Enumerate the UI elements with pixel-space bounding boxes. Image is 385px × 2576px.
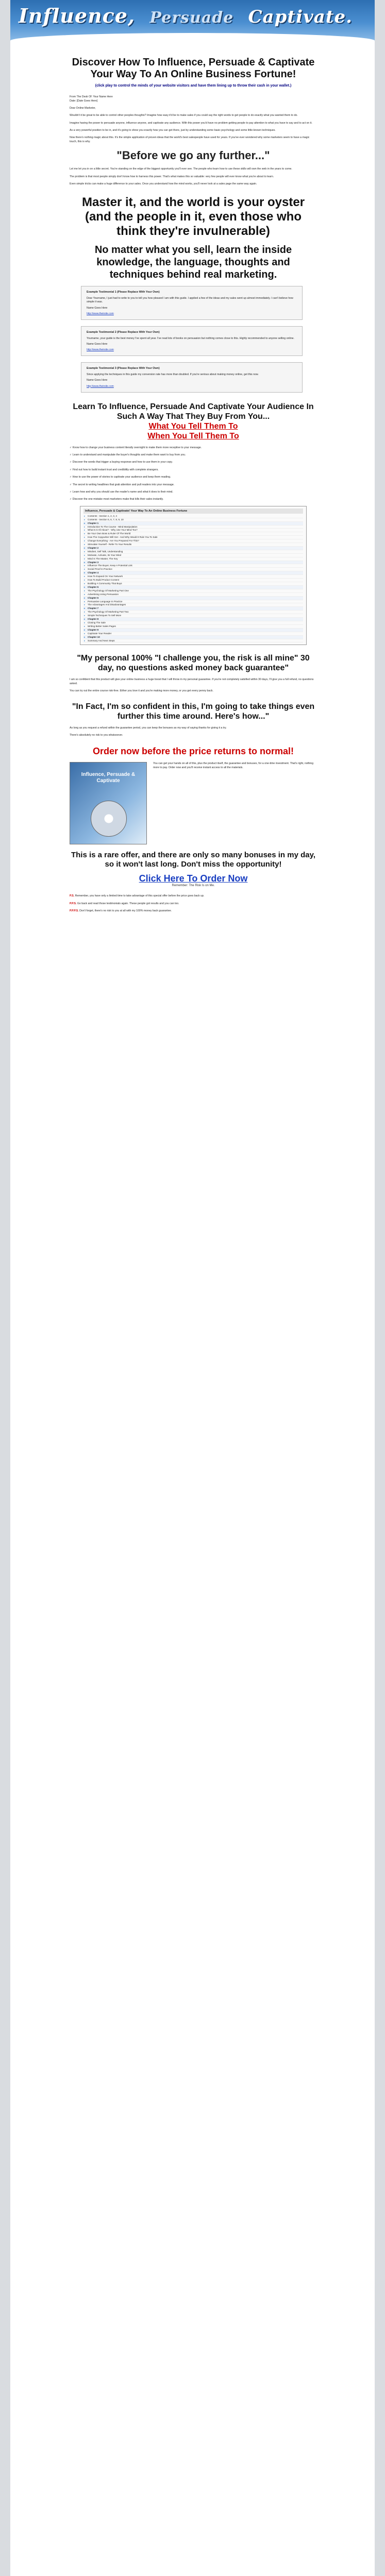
- testimonial-box: [81, 326, 303, 356]
- chapter-row: ▸ Chapter 9: [83, 629, 303, 632]
- section-heading-red-2: When You Tell Them To: [147, 431, 239, 440]
- brand-word-3: Captivate.: [248, 7, 353, 27]
- chapter-row: ▸ Social Proof In Practice: [83, 568, 303, 571]
- letter-date: Date: [Date Goes Here]: [70, 99, 98, 103]
- site-header: [10, 0, 375, 41]
- body-paragraph: Even simple tricks can make a huge difference to your sales. Once you understand how the mind works, you'll never look at a sales page the same way again.: [70, 182, 257, 186]
- chapter-row: ▸ Motivate, Activate, Its Your Mind: [83, 554, 303, 557]
- section-heading-text: Learn To Influence, Persuade And Captivate Your Audience In Such A Way That They Buy From You...: [73, 402, 314, 421]
- chapter-row: ▸ The Psychology Of Marketing Part Two: [83, 611, 303, 614]
- ps-label: P.P.P.S.: [70, 909, 79, 913]
- chapter-row: ▸ Chapter 8: [83, 618, 303, 621]
- testimonial-name: Name Goes Here: [87, 342, 108, 346]
- bullet-text: The secret to writing headlines that grab attention and pull readers into your message.: [72, 483, 175, 486]
- header-swoosh: [10, 33, 375, 41]
- bullet-item: ✓ How to use the power of stories to captivate your audience and keep them reading.: [70, 476, 171, 479]
- testimonial-name: Name Goes Here: [87, 379, 108, 382]
- ps-label: P.P.S.: [70, 902, 77, 905]
- testimonial-body: Since applying the techniques in this guide my conversion rate has more than doubled. If you're serious about making money online, get this now.: [87, 372, 259, 376]
- chapter-row: ▸ Simple Techniques To Sell More: [83, 614, 303, 618]
- bullet-text: Discover the one mistake most marketers make that kills their sales instantly.: [72, 498, 164, 501]
- chapter-row: ▸ Writing Better Sales Pages: [83, 625, 303, 629]
- chapter-row: ▸ Chapter 6: [83, 597, 303, 600]
- testimonial-link[interactable]: http://www.theirsite.com: [87, 384, 114, 388]
- testimonial-title: Example Testimonial 2 (Please Replace With Your Own): [87, 331, 160, 334]
- sales-letter: [70, 57, 317, 917]
- chapter-row: ▸ Chapter 1: [83, 522, 303, 526]
- mid-heading-2: No matter what you sell, learn the inside knowledge, the language, thoughts and techniques behind real marketing.: [94, 244, 292, 281]
- bullet-item: ✓ Know how to change your business content literally overnight to make them more receptive to your message.: [70, 446, 202, 449]
- testimonial-name: Name Goes Here: [87, 306, 108, 310]
- bullet-item: ✓ Learn how and why you should use the reader's name and what it does to their mind.: [70, 490, 173, 494]
- testimonial-link[interactable]: http://www.theirsite.com: [87, 348, 114, 352]
- rare-offer-text: This is a rare offer, and there are only so many bonuses in my day, so it won't last long. Don't miss the opportunity!: [71, 851, 316, 869]
- letter-head: [70, 95, 317, 110]
- product-cover-image: [70, 762, 147, 844]
- ps-text: Go back and read those testimonials again. These people got results and you can too.: [77, 902, 179, 905]
- chapter-row: ▸ Chapter 5: [83, 586, 303, 589]
- risk-text: Remember: The Risk Is on Me.: [172, 884, 215, 888]
- cd-icon: [91, 801, 127, 837]
- testimonial-box: [81, 286, 303, 320]
- bullet-text: How to use the power of stories to captivate your audience and keep them reading.: [72, 476, 171, 479]
- guarantee-heading-2: "In Fact, I'm so confident in this, I'm going to take things even further this time around. Here's how...": [72, 702, 315, 721]
- brand-word-2: Persuade: [149, 9, 234, 27]
- chapter-row: ▸ Advertising Using Persuasion: [83, 593, 303, 597]
- body-paragraph: Let me let you in on a little secret. You're standing on the edge of the biggest opportunity you'll ever see. The people who learn how to use these skills will own the web in the years to come.: [70, 167, 292, 171]
- ps-text: Don't forget, there's no risk to you at all with my 100% money back guarantee.: [79, 909, 172, 913]
- ps-label: P.S.: [70, 894, 75, 898]
- chapter-row: ▸ Be Your Own Boss & Ruler Of The World: [83, 532, 303, 536]
- chapter-row: ▸ How To Build Product Content: [83, 579, 303, 582]
- brand-word-1: Influence,: [19, 4, 136, 27]
- bullet-item: ✓ The secret to writing headlines that grab attention and pull readers into your message.: [70, 483, 175, 486]
- brand-logo: [19, 4, 360, 27]
- testimonial-title: Example Testimonial 3 (Please Replace With Your Own): [87, 367, 160, 370]
- bullet-text: Know how to change your business content literally overnight to make them more receptive to your message.: [72, 446, 202, 449]
- bullet-item: ✓ Find out how to build instant trust and credibility with complete strangers.: [70, 468, 159, 471]
- testimonial-body: Yourname, your guide is the best money I've spent all year. I've read lots of books on persuasion but nothing comes close to this. Highly recommended to anyone selling online.: [87, 336, 294, 340]
- bullet-item: ✓ Discover the one mistake most marketers make that kills their sales instantly.: [70, 498, 164, 501]
- intro-paragraph: Wouldn't it be great to be able to control other peoples thoughts? Imagine how easy it'd be to make sales if you could say the right words to get people to do exactly what you wanted them to do.: [70, 114, 298, 117]
- chapter-row: ▸ Persuasive Language In Practice: [83, 600, 303, 604]
- chapter-rows: [83, 515, 303, 643]
- ps-text: Remember, you have only a limited time to take advantage of this special offer before the price goes back up.: [75, 894, 205, 898]
- intro-paragraph: Now there's nothing magic about this. It's the simple application of proven ideas that the world's best salespeople have used for years. If you've ever wondered why some marketers seem to have a magic touch, this is why.: [70, 136, 310, 143]
- letter-from: From The Desk Of: Your Name Here: [70, 95, 113, 98]
- bullet-text: Learn how and why you should use the reader's name and what it does to their mind.: [72, 490, 173, 494]
- bullet-text: Discover the words that trigger a buying response and how to use them in your copy.: [72, 461, 173, 464]
- chapter-row: ▸ The Psychology Of Marketing Part One: [83, 589, 303, 593]
- guarantee-paragraph: You can try out the entire course risk-free. Either you love it and you're making more money, or you get every penny back.: [70, 689, 213, 693]
- guarantee-paragraph: There's absolutely no risk to you whatsoever.: [70, 734, 123, 737]
- ps-paragraph: [70, 902, 317, 906]
- chapter-row: ▸ Chapter 3: [83, 561, 303, 565]
- chapter-row: ▸ How To Expand On Your Network: [83, 575, 303, 579]
- bullet-item: ✓ Discover the words that trigger a buying response and how to use them in your copy.: [70, 461, 173, 464]
- page-container: [10, 0, 375, 2576]
- ps-paragraph: [70, 894, 317, 898]
- banner-heading: "Before we go any further...": [116, 149, 270, 162]
- chapter-list: [80, 506, 307, 646]
- testimonial-title: Example Testimonial 1 (Please Replace With Your Own): [87, 291, 160, 294]
- product-section: [70, 762, 317, 844]
- testimonial-link[interactable]: http://www.theirsite.com: [87, 312, 114, 316]
- chapter-row: ▸ Change Everything - Are You Prepared For This?: [83, 539, 303, 543]
- bullet-text: Find out how to build instant trust and credibility with complete strangers.: [72, 468, 159, 471]
- chapter-row: ▸ How The Copywriter Will Get - And Why Would It Rule You To Sale: [83, 536, 303, 539]
- testimonial-box: [81, 362, 303, 392]
- chapter-row: ▸ Mindset, Self Talk, Understanding: [83, 550, 303, 554]
- section-heading: [70, 402, 317, 441]
- chapter-row: ▸ Building A Community That Buys: [83, 582, 303, 586]
- chapter-row: ▸ Introduction To The Course - Mind Manipulation: [83, 526, 303, 529]
- chapter-row: ▸ Summary And Next Steps: [83, 639, 303, 643]
- letter-greeting: Dear Online Marketer,: [70, 106, 96, 110]
- chapter-row: ▸ Stimulate Yourself - Refer To Your Results: [83, 543, 303, 547]
- chapter-row: ▸ Influence The Buyer, Keep A Potential Link: [83, 564, 303, 568]
- chapter-row: ▸ Chapter 7: [83, 607, 303, 611]
- bullet-text: Learn to understand and manipulate the buyer's thoughts and make them want to buy from you.: [72, 453, 186, 456]
- hero-subtitle: (click play to control the minds of your website visitors and have them lining up to throw their cash in your wallet.): [95, 84, 292, 88]
- mid-heading: Master it, and the world is your oyster (and the people in it, even those who think they're invulnerable): [81, 195, 305, 239]
- chapter-row: ▸ Closing The Sale: [83, 621, 303, 625]
- chapter-row: ▸ Chapter 4: [83, 571, 303, 575]
- intro-paragraph: As a very powerful position to be in, and it's going to show you exactly how you can get there, just by understanding some basic psychology and some little-known techniques.: [70, 129, 276, 132]
- ps-paragraph: [70, 909, 317, 913]
- hero-title: Discover How To Influence, Persuade & Captivate Your Way To An Online Business Fortune!: [72, 57, 315, 80]
- chapter-row: ▸ The Advantages And Disadvantages: [83, 603, 303, 607]
- order-heading: Order now before the price returns to normal!: [92, 746, 294, 757]
- product-cover-title: Influence, Persuade & Captivate: [81, 772, 136, 784]
- chapter-row: ▸ Mind Is The Master, The Key: [83, 557, 303, 561]
- chapter-row: ▸ Chapter 10: [83, 636, 303, 639]
- chapter-row: ▸ What Is It All About? - Why Use Your Mind Too?: [83, 529, 303, 532]
- chapter-row: ▸ Contents - Section 1, 2, 3, 4: [83, 515, 303, 518]
- intro-paragraph: Imagine having the power to persuade anyone, influence anyone, and captivate any audience. With this power you'd have no problem getting people to pay attention to what you have to say and to act on it.: [70, 121, 312, 125]
- chapter-row: ▸ Captivate Your Reader: [83, 632, 303, 636]
- chapter-row: ▸ Chapter 2: [83, 547, 303, 550]
- testimonial-body: Dear Yourname, I just had to write to you to tell you how pleased I am with this guide. I applied a few of the ideas and my sales went up almost immediately. I can't believe how simple it was.: [87, 296, 293, 304]
- bullet-item: ✓ Learn to understand and manipulate the buyer's thoughts and make them want to buy from you.: [70, 453, 186, 456]
- guarantee-heading: "My personal 100% "I challenge you, the risk is all mine" 30 day, no questions asked money back guarantee": [77, 654, 310, 673]
- body-paragraph: The problem is that most people simply don't know how to harness this power. That's what makes this so valuable: very few people will ever know what you're about to learn.: [70, 175, 274, 178]
- chapter-row: ▸ Contents - Section 5, 6, 7, 8, 9, 10: [83, 518, 303, 522]
- guarantee-paragraph: As long as you request a refund within the guarantee period, you can keep the bonuses as my way of saying thanks for giving it a try.: [70, 726, 227, 730]
- guarantee-paragraph: I am so confident that this product will give your online business a huge boost that I will throw in my personal guarantee. If you're not completely satisfied within 30 days, I'll give you a full refund, no questions asked.: [70, 678, 314, 685]
- section-heading-red-1: What You Tell Them To: [148, 421, 238, 431]
- chapter-list-header: Influence, Persuade & Captivate! Your Way To An Online Business Fortune: [83, 509, 303, 514]
- product-description: [153, 762, 317, 844]
- order-now-link[interactable]: Click Here To Order Now: [139, 873, 248, 884]
- product-text: You can get your hands on all of this, plus the product itself, the guarantee and bonuses, for a one-time investment. That's right, nothing more to pay. Order now and you'll receive instant access to all the materials.: [153, 762, 313, 769]
